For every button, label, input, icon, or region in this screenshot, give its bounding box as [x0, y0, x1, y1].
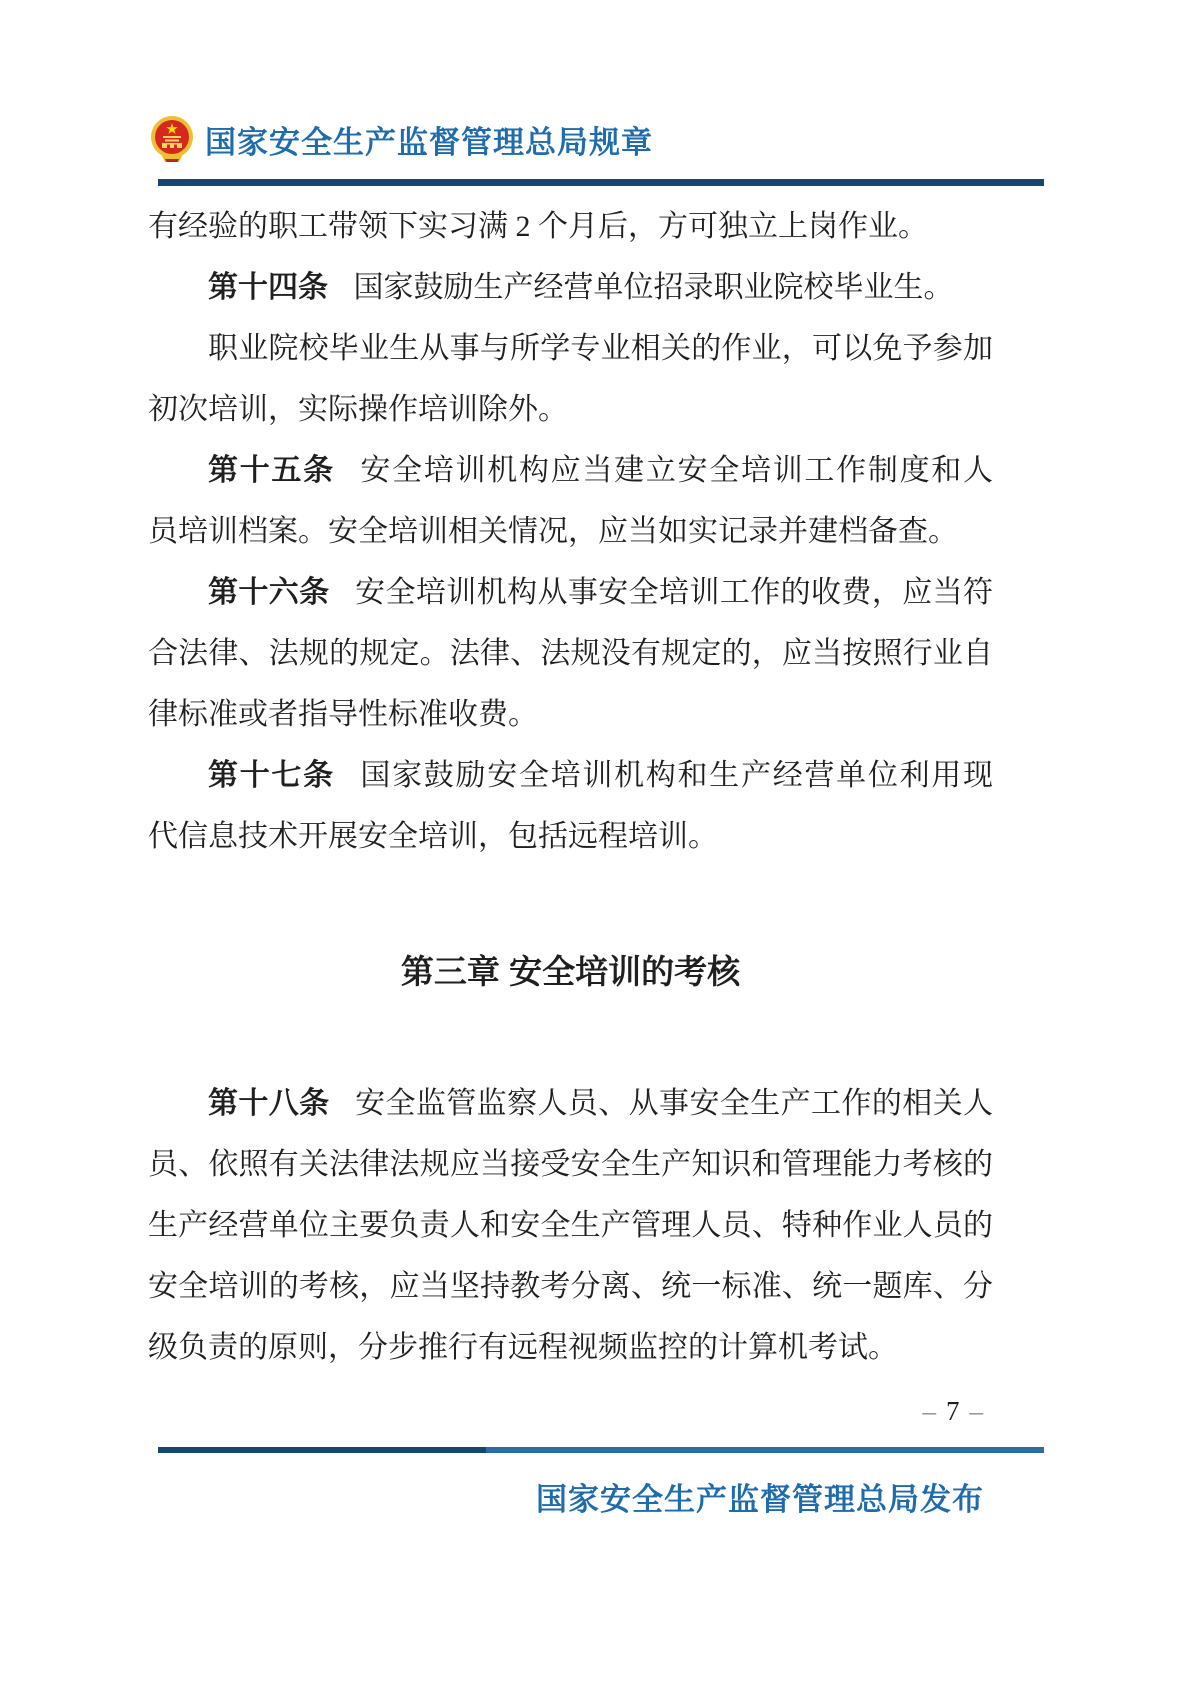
- body-line: 律标准或者指导性标准收费。: [148, 698, 538, 731]
- vertical-spacer: [148, 867, 993, 937]
- article-number: 第十八条: [208, 1087, 330, 1120]
- body-line: 第十六条 安全培训机构从事安全培训工作的收费，应当符: [208, 576, 994, 609]
- publisher-label: 国家安全生产监督管理总局发布: [536, 1482, 984, 1517]
- page-number-left-dash: –: [922, 1396, 940, 1426]
- body-line: 生产经营单位主要负责人和安全生产管理人员、特种作业人员的: [148, 1209, 993, 1242]
- body-line: 代信息技术开展安全培训，包括远程培训。: [148, 820, 718, 853]
- body-line: 安全培训的考核，应当坚持教考分离、统一标准、统一题库、分: [148, 1270, 993, 1303]
- page-header: [148, 114, 1044, 164]
- footer-rule: [158, 1447, 1044, 1453]
- body-line: 员、依照有关法律法规应当接受安全生产知识和管理能力考核的: [148, 1148, 993, 1181]
- article-number: 第十五条: [208, 454, 335, 487]
- article-number: 第十四条: [208, 271, 328, 304]
- body-line: 职业院校毕业生从事与所学专业相关的作业，可以免予参加: [208, 332, 993, 365]
- body-line: 合法律、法规的规定。法律、法规没有规定的，应当按照行业自: [148, 637, 993, 670]
- body-line: 第十七条 国家鼓励安全培训机构和生产经营单位利用现: [208, 759, 994, 792]
- article-number: 第十六条: [208, 576, 330, 609]
- vertical-spacer: [148, 1007, 993, 1073]
- body-line: 有经验的职工带领下实习满 2 个月后，方可独立上岗作业。: [148, 210, 928, 243]
- header-rule: [158, 179, 1044, 186]
- chapter-heading: 第三章 安全培训的考核: [400, 953, 741, 990]
- page-title: 国家安全生产监督管理总局规章: [205, 124, 653, 160]
- national-emblem-icon: [148, 114, 196, 164]
- body-line: 第十四条 国家鼓励生产经营单位招录职业院校毕业生。: [208, 271, 954, 304]
- document-body: [148, 196, 993, 1378]
- page-number: [148, 1396, 993, 1427]
- body-line: 级负责的原则，分步推行有远程视频监控的计算机考试。: [148, 1331, 898, 1364]
- body-line: 初次培训，实际操作培训除外。: [148, 393, 568, 426]
- page-number-value: 7: [946, 1396, 964, 1426]
- article-number: 第十七条: [208, 759, 335, 792]
- body-line: 第十五条 安全培训机构应当建立安全培训工作制度和人: [208, 454, 994, 487]
- page-number-right-dash: –: [969, 1396, 987, 1426]
- body-line: 员培训档案。安全培训相关情况，应当如实记录并建档备查。: [148, 515, 958, 548]
- body-line: 第十八条 安全监管监察人员、从事安全生产工作的相关人: [208, 1087, 994, 1120]
